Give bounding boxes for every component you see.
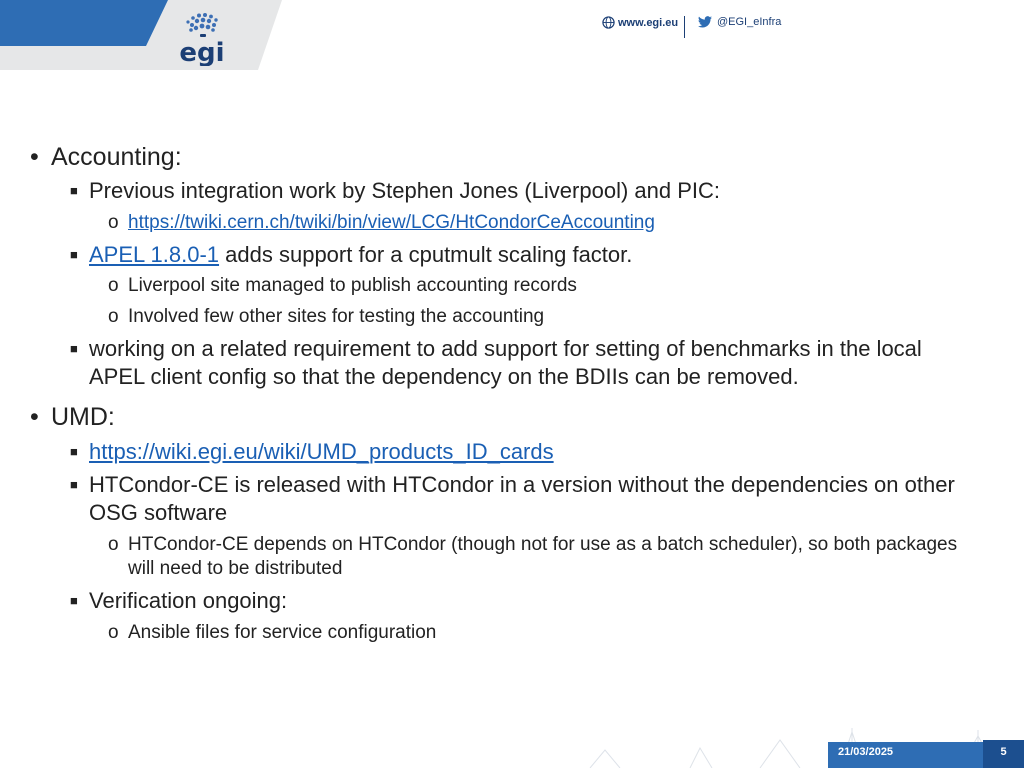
square-bullet: ■ — [70, 477, 78, 492]
logo-text: egi — [179, 38, 225, 66]
list-item-text: Verification ongoing: — [89, 588, 288, 613]
sub-item-text: Involved few other sites for testing the accounting — [128, 306, 545, 327]
list-item-text: HTCondor-CE is released with HTCondor in a version without the dependencies on other OSG software — [89, 472, 955, 525]
square-bullet: ■ — [70, 341, 78, 356]
square-bullet: ■ — [70, 247, 78, 262]
sub-item-text: HTCondor-CE depends on HTCondor (though not for use as a batch scheduler), so both packages will need to be distributed — [128, 534, 958, 579]
apel-link[interactable]: APEL 1.8.0-1 — [89, 242, 220, 267]
twitter-icon — [698, 16, 712, 28]
twiki-link[interactable]: https://twiki.cern.ch/twiki/bin/view/LCG/HtCondorCeAccounting — [128, 212, 655, 233]
list-item-text: Previous integration work by Stephen Jones (Liverpool) and PIC: — [89, 178, 721, 203]
website-link[interactable] — [602, 16, 678, 29]
twitter-handle: @EGI_eInfra — [717, 16, 782, 29]
circle-bullet: o — [108, 534, 119, 555]
circle-bullet: o — [108, 306, 119, 327]
bullet-dot: • — [30, 143, 39, 171]
sub-item-text: Liverpool site managed to publish accounting records — [128, 275, 577, 296]
bullet-dot: • — [30, 403, 39, 431]
slide-date: 21/03/2025 — [838, 746, 894, 758]
globe-icon — [602, 16, 615, 29]
sub-item-text: Ansible files for service configuration — [128, 622, 437, 643]
square-bullet: ■ — [70, 444, 78, 459]
page-number: 5 — [1000, 746, 1007, 758]
twitter-link[interactable] — [698, 16, 781, 28]
circle-bullet: o — [108, 212, 119, 233]
square-bullet: ■ — [70, 183, 78, 198]
umd-wiki-link[interactable]: https://wiki.egi.eu/wiki/UMD_products_ID_cards — [89, 439, 554, 464]
section-title: Accounting: — [51, 143, 182, 171]
circle-bullet: o — [108, 622, 119, 643]
footer-divider — [684, 16, 685, 38]
section-title: UMD: — [51, 403, 115, 431]
list-item-text: adds support for a cputmult scaling factor. — [219, 242, 633, 267]
website-text: www.egi.eu — [618, 16, 679, 29]
square-bullet: ■ — [70, 593, 78, 608]
circle-bullet: o — [108, 275, 119, 296]
list-item-text: working on a related requirement to add support for setting of benchmarks in the local APEL client config so that the dependency on the BDIIs can be removed. — [89, 336, 922, 389]
